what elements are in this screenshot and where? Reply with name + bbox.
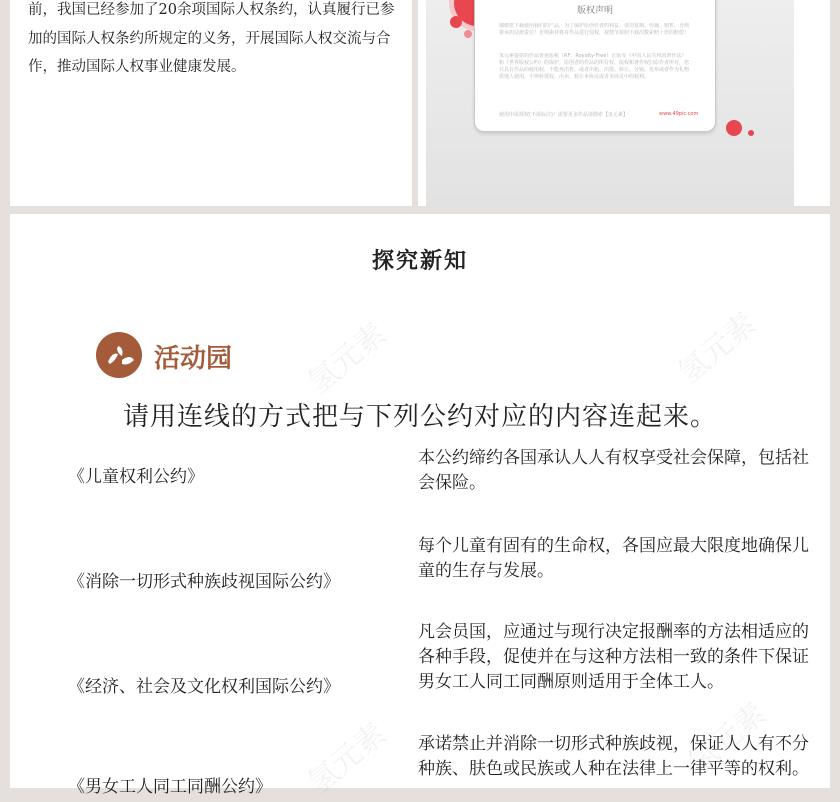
- copyright-card-title: 版权声明: [576, 6, 613, 16]
- copyright-image: [426, 0, 794, 206]
- description-4[interactable]: 承诺禁止并消除一切形式种族歧视，保证人人有不分种族、肤色或民族或人种在法律上一律平等的权利。: [418, 734, 809, 779]
- top-right-panel: [418, 0, 830, 206]
- description-2[interactable]: 每个儿童有固有的生命权，各国应最大限度地确保儿童的生存与发展。: [418, 536, 809, 581]
- convention-2[interactable]: 《消除一切形式种族歧视国际公约》: [68, 572, 340, 592]
- decor-dot-small: [450, 16, 462, 28]
- copyright-line-2: 氢元素提供的作品皆免版税（RF：Royalty-Free）正版受《中国人民共和国著作法》和《世界版权公约》的保护，原创者的作品的所有权、版权和著作权归原作者所有，您只具有作品的使用权，不能再出售，或者出租、出借、转让、分销、发布或者作为礼物供他人使用，不得转授权、出卖、转让本协议或者本协议中的权利。: [499, 53, 690, 80]
- copyright-line-1: 感谢您下载使用我们的产品，为了保护原创作者的利益，请勿复制、传播、销售，否则将承担法律责任！否则素材将对作品进行侵权，视情节按照下载次数索赔十倍的赔偿！: [499, 23, 690, 36]
- activity-label: 活动园: [154, 344, 233, 374]
- watermark-3: 氢元素: [301, 716, 393, 802]
- decor-dot-bottom-mini: [748, 130, 754, 136]
- convention-3[interactable]: 《经济、社会及文化权利国际公约》: [68, 677, 340, 697]
- decor-dot-mini: [464, 30, 472, 38]
- top-left-panel: [10, 0, 412, 206]
- watermark-1: 氢元素: [301, 316, 393, 402]
- copyright-footer-right: www.49pic.com: [659, 111, 699, 117]
- description-3[interactable]: 凡会员国，应通过与现行决定报酬率的方法相适应的各种手段，促使并在与这种方法相一致的条件下保证男女工人同工同酬原则适用于全体工人。: [418, 622, 809, 692]
- convention-1[interactable]: 《儿童权利公约》: [68, 467, 204, 487]
- convention-4[interactable]: 《男女工人同工同酬公约》: [68, 777, 272, 797]
- instruction-text: 请用连线的方式把与下列公约对应的内容连起来。: [122, 402, 717, 432]
- copyright-card: [474, 0, 716, 132]
- activity-hands-icon: [96, 332, 142, 378]
- copyright-footer-left: 使用中需授权(不需标注)！需要更多作品请搜索【氢元素】: [499, 112, 628, 118]
- watermark-2: 氢元素: [671, 306, 763, 392]
- section-title: 探究新知: [371, 248, 468, 274]
- watermark-4: 氢元素: [681, 696, 773, 782]
- intro-paragraph: 前，我国已经参加了20余项国际人权条约，认真履行已参加的国际人权条约所规定的义务，开展国际人权交流与合作，推动国际人权事业健康发展。: [28, 2, 395, 75]
- description-1[interactable]: 本公约缔约各国承认人人有权享受社会保障，包括社会保险。: [418, 448, 809, 493]
- decor-dot-bottom: [726, 120, 742, 136]
- main-panel: [10, 214, 830, 802]
